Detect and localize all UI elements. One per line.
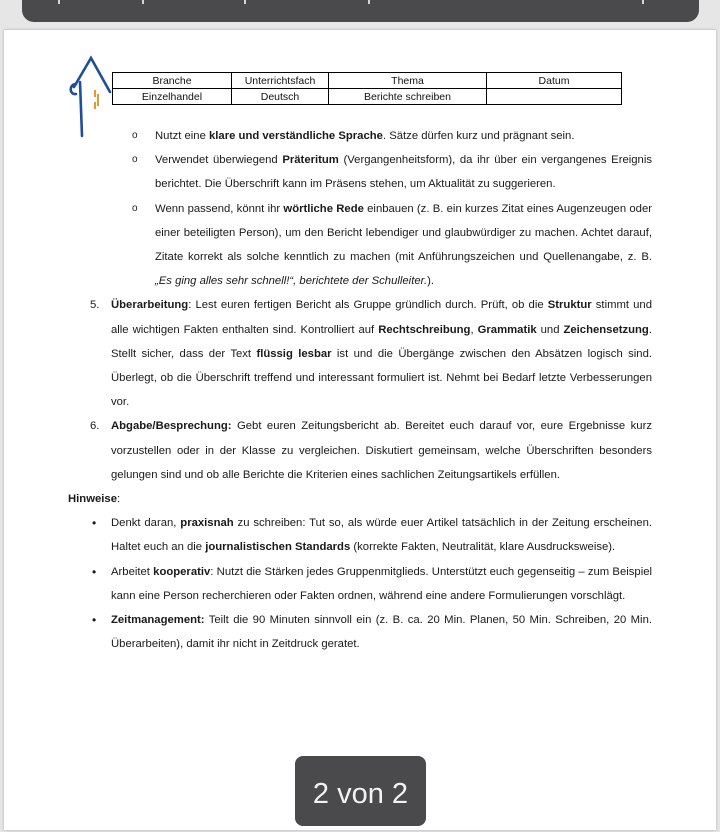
- step-title: Überarbeitung: [111, 299, 189, 312]
- sub-bullet-woertliche-rede: [4, 197, 716, 294]
- header-cell-branche: Branche: [113, 73, 232, 89]
- header-cell-thema: Thema: [329, 73, 487, 89]
- document-page[interactable]: [4, 30, 716, 830]
- text-segment: ist und die Übergänge zwischen den Absätzen logisch sind. Überlegt, ob die Überschrift treffend und interessant formuliert ist. Nehmt bei Bedarf letzte Verbesserungen vor.: [111, 347, 652, 409]
- toolbar-tool-4[interactable]: [368, 0, 370, 4]
- hint-zeitmanagement: [4, 608, 716, 656]
- text-segment: . Sätze dürfen kurz und prägnant sein.: [382, 130, 575, 142]
- bold-term: Struktur: [547, 299, 592, 312]
- hinweise-label: Hinweise: [68, 493, 117, 506]
- bullet-dot-icon: •: [92, 564, 97, 579]
- toolbar-tool-2[interactable]: [142, 0, 144, 4]
- bold-term: Rechtschreibung: [378, 323, 471, 336]
- step-abgabe: [4, 414, 716, 487]
- text-segment: Verwendet überwiegend: [155, 154, 283, 167]
- toolbar-tool-5[interactable]: [642, 0, 644, 4]
- text-segment: : Nutzt die Stärken jedes Gruppenmitglieds. Unterstützt euch gegenseitig – zum Beispiel kann eine Person recherchieren oder Fakten ordnen, während eine andere Formulierungen vorschlägt.: [111, 565, 652, 602]
- step-ueberarbeitung: [4, 293, 716, 414]
- toolbar-tool-3[interactable]: [244, 0, 246, 4]
- sub-bullet-praeteritum: [4, 148, 716, 196]
- hint-kooperativ: [4, 560, 716, 608]
- header-table-value-row: [113, 89, 622, 105]
- text-segment: Arbeitet: [111, 565, 154, 578]
- header-cell-unterrichtsfach: Unterrichtsfach: [232, 73, 329, 89]
- viewer-top-toolbar: [22, 0, 699, 22]
- text-segment: ).: [427, 275, 434, 288]
- text-segment: : Lest euren fertigen Bericht als Gruppe gründlich durch. Prüft, ob die: [188, 299, 548, 312]
- hint-praxisnah: [4, 511, 716, 559]
- step-number: 6.: [90, 420, 100, 433]
- header-cell-datum: Datum: [487, 73, 622, 89]
- bold-term: journalistischen Standards: [205, 541, 351, 554]
- bold-term: wörtliche Rede: [283, 202, 364, 215]
- value-cell-branche: Einzelhandel: [113, 89, 232, 105]
- bold-term: Zeitmanagement:: [111, 614, 205, 627]
- text-segment: stimmt und alle wichtigen Fakten enthalten sind. Kontrolliert auf: [111, 299, 652, 336]
- circle-bullet-icon: o: [132, 202, 138, 214]
- value-cell-thema: Berichte schreiben: [329, 89, 487, 105]
- value-cell-unterrichtsfach: Deutsch: [232, 89, 329, 105]
- text-segment: (Vergangenheitsform), da ihr über ein vergangenes Ereignis berichtet. Die Überschrift kann im Präsens stehen, um Aktualität zu suggerieren.: [155, 154, 652, 191]
- header-table-head-row: [113, 73, 622, 89]
- circle-bullet-icon: o: [132, 154, 138, 166]
- text-segment: (korrekte Fakten, Neutralität, klare Ausdrucksweise).: [350, 541, 616, 554]
- text-segment: Teilt die 90 Minuten sinnvoll ein (z. B. ca. 20 Min. Planen, 50 Min. Schreiben, 20 Min. Überarbeiten), damit ihr nicht in Zeitdruck geratet.: [111, 614, 652, 651]
- example-quote: „Es ging alles sehr schnell!“, berichtete der Schulleiter.: [155, 275, 428, 288]
- step-title: Abgabe/Besprechung:: [111, 420, 232, 433]
- bold-term: kooperativ: [153, 565, 211, 578]
- text-segment: zu schreiben: Tut so, als würde euer Artikel tatsächlich in der Zeitung erscheinen. Haltet euch an die: [111, 517, 652, 554]
- text-segment: ,: [470, 323, 478, 336]
- bold-term: Grammatik: [477, 323, 537, 336]
- bold-term: klare und verständliche Sprache: [209, 130, 383, 142]
- hinweise-colon: :: [116, 493, 121, 506]
- circle-bullet-icon: o: [132, 130, 138, 141]
- bullet-dot-icon: •: [92, 613, 97, 628]
- value-cell-datum: [487, 89, 622, 105]
- text-segment: . Stellt sicher, dass der Text: [111, 323, 652, 360]
- sub-bullet-sprache: [4, 124, 716, 148]
- bullet-dot-icon: •: [92, 516, 97, 531]
- bold-term: praxisnah: [180, 517, 234, 530]
- hinweise-heading: [4, 487, 716, 511]
- header-table: [112, 72, 622, 105]
- toolbar-tool-1[interactable]: [58, 0, 60, 4]
- bold-term: flüssig lesbar: [256, 347, 332, 360]
- bold-term: Präteritum: [282, 154, 339, 167]
- text-segment: Nutzt eine: [155, 130, 210, 142]
- step-number: 5.: [90, 299, 100, 312]
- document-body: [4, 124, 716, 656]
- text-segment: Wenn passend, könnt ihr: [155, 202, 284, 215]
- page-indicator: 2 von 2: [295, 756, 426, 826]
- text-segment: Gebt euren Zeitungsbericht ab. Bereitet euch darauf vor, eure Ergebnisse kurz vorzustellen oder in der Klasse zu vergleichen. Diskutiert gemeinsam, welche Überschriften besonders gelungen sind und ob alle Berichte die Kriterien eines sachlichen Zeitungsartikels erfüllen.: [111, 420, 652, 481]
- bold-term: Zeichensetzung: [563, 323, 649, 336]
- text-segment: einbauen (z. B. ein kurzes Zitat eines Augenzeugen oder einer beteiligten Person), um den Bericht lebendiger und glaubwürdiger zu machen. Achtet darauf, Zitate korrekt als solche kenntlich zu machen (mit Anführungszeichen und Quellenangabe, z. B.: [155, 202, 652, 264]
- text-segment: Denkt daran,: [111, 517, 181, 530]
- text-segment: und: [536, 323, 564, 336]
